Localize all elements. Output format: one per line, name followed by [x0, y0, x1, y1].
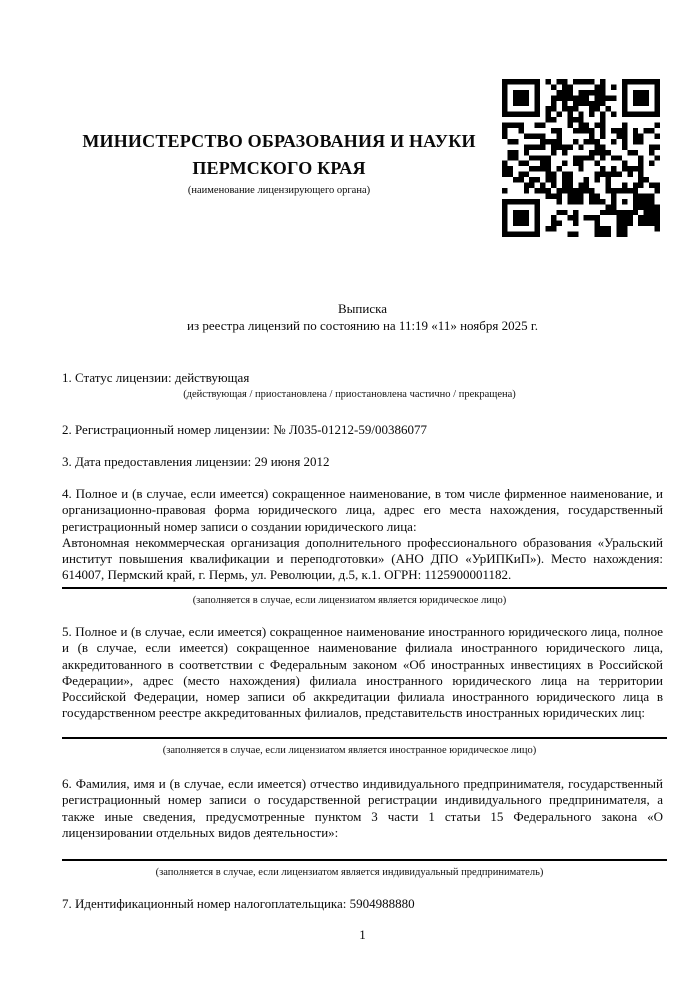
item-4-note: (заполняется в случае, если лицензиатом является юридическое лицо) — [192, 595, 507, 606]
item-3-grant-date: 3. Дата предоставления лицензии: 29 июня 2012 — [62, 454, 330, 469]
page-number: 1 — [359, 927, 366, 942]
item-4-intro: 4. Полное и (в случае, если имеется) сокращенное наименование, в том числе фирменное наименование, и организационно-правовая форма юридического лица, адрес его места нахождения, государственный регистрационный номер записи о создании юридического лица: — [62, 486, 663, 534]
qr-code — [502, 78, 660, 238]
item-2-registration-number: 2. Регистрационный номер лицензии: № Л035-01212-59/00386077 — [62, 422, 428, 437]
authority-name — [62, 128, 496, 182]
document-title-line1: Выписка — [338, 301, 387, 316]
item-7-taxpayer-id: 7. Идентификационный номер налогоплательщика: 5904988880 — [62, 896, 415, 911]
item-1-status-options-note: (действующая / приостановлена / приостановлена частично / прекращена) — [183, 389, 516, 400]
authority-name-line2: ПЕРМСКОГО КРАЯ — [192, 158, 366, 178]
document-title-line2: из реестра лицензий по состоянию на 11:19 «11» ноября 2025 г. — [187, 317, 538, 333]
item-6-entrepreneur: 6. Фамилия, имя и (в случае, если имеется) отчество индивидуального предпринимателя, государственный регистрационный номер записи о государственной регистрации индивидуального предпринимателя, а также иные сведения, предусмотренные пунктом 3 части 1 статьи 15 Федерального закона «О лицензировании отдельных видов деятельности»: — [62, 776, 663, 840]
item-6-note: (заполняется в случае, если лицензиатом является индивидуальный предприниматель) — [155, 867, 544, 878]
item-4-fill-line — [62, 587, 667, 589]
item-1-license-status: 1. Статус лицензии: действующая — [62, 370, 250, 385]
item-6-fill-line — [62, 859, 667, 861]
authority-name-line1: МИНИСТЕРСТВО ОБРАЗОВАНИЯ И НАУКИ — [82, 131, 476, 151]
item-4-value: Автономная некоммерческая организация дополнительного профессионального образования «Уральский институт повышения квалификации и переподготовки» (АНО ДПО «УрИПКиП»). Место нахождения: 614007, Пермский край, г. Пермь, ул. Революции, д.5, к.1. ОГРН: 1125900001182. — [62, 534, 663, 583]
document-title — [62, 301, 663, 334]
qr-code-grid — [502, 78, 660, 238]
authority-caption: (наименование лицензирующего органа) — [187, 185, 371, 196]
item-5-foreign-entity: 5. Полное и (в случае, если имеется) сокращенное наименование иностранного юридического лица, полное и (в случае, если имеется) сокращенное наименование филиала иностранного юридического лица, аккредитованного в соответствии с Федеральным законом «Об иностранных инвестициях в Российской Федерации», адрес (место нахождения) филиала иностранного юридического лица на территории Российской Федерации, номер записи об аккредитации филиала иностранного юридического лица в государственном реестре аккредитованных филиалов, представительств иностранных юридических лиц: — [62, 624, 663, 721]
item-5-fill-line — [62, 737, 667, 739]
item-5-note: (заполняется в случае, если лицензиатом является иностранное юридическое лицо) — [162, 745, 537, 756]
item-4-legal-entity — [62, 486, 663, 584]
